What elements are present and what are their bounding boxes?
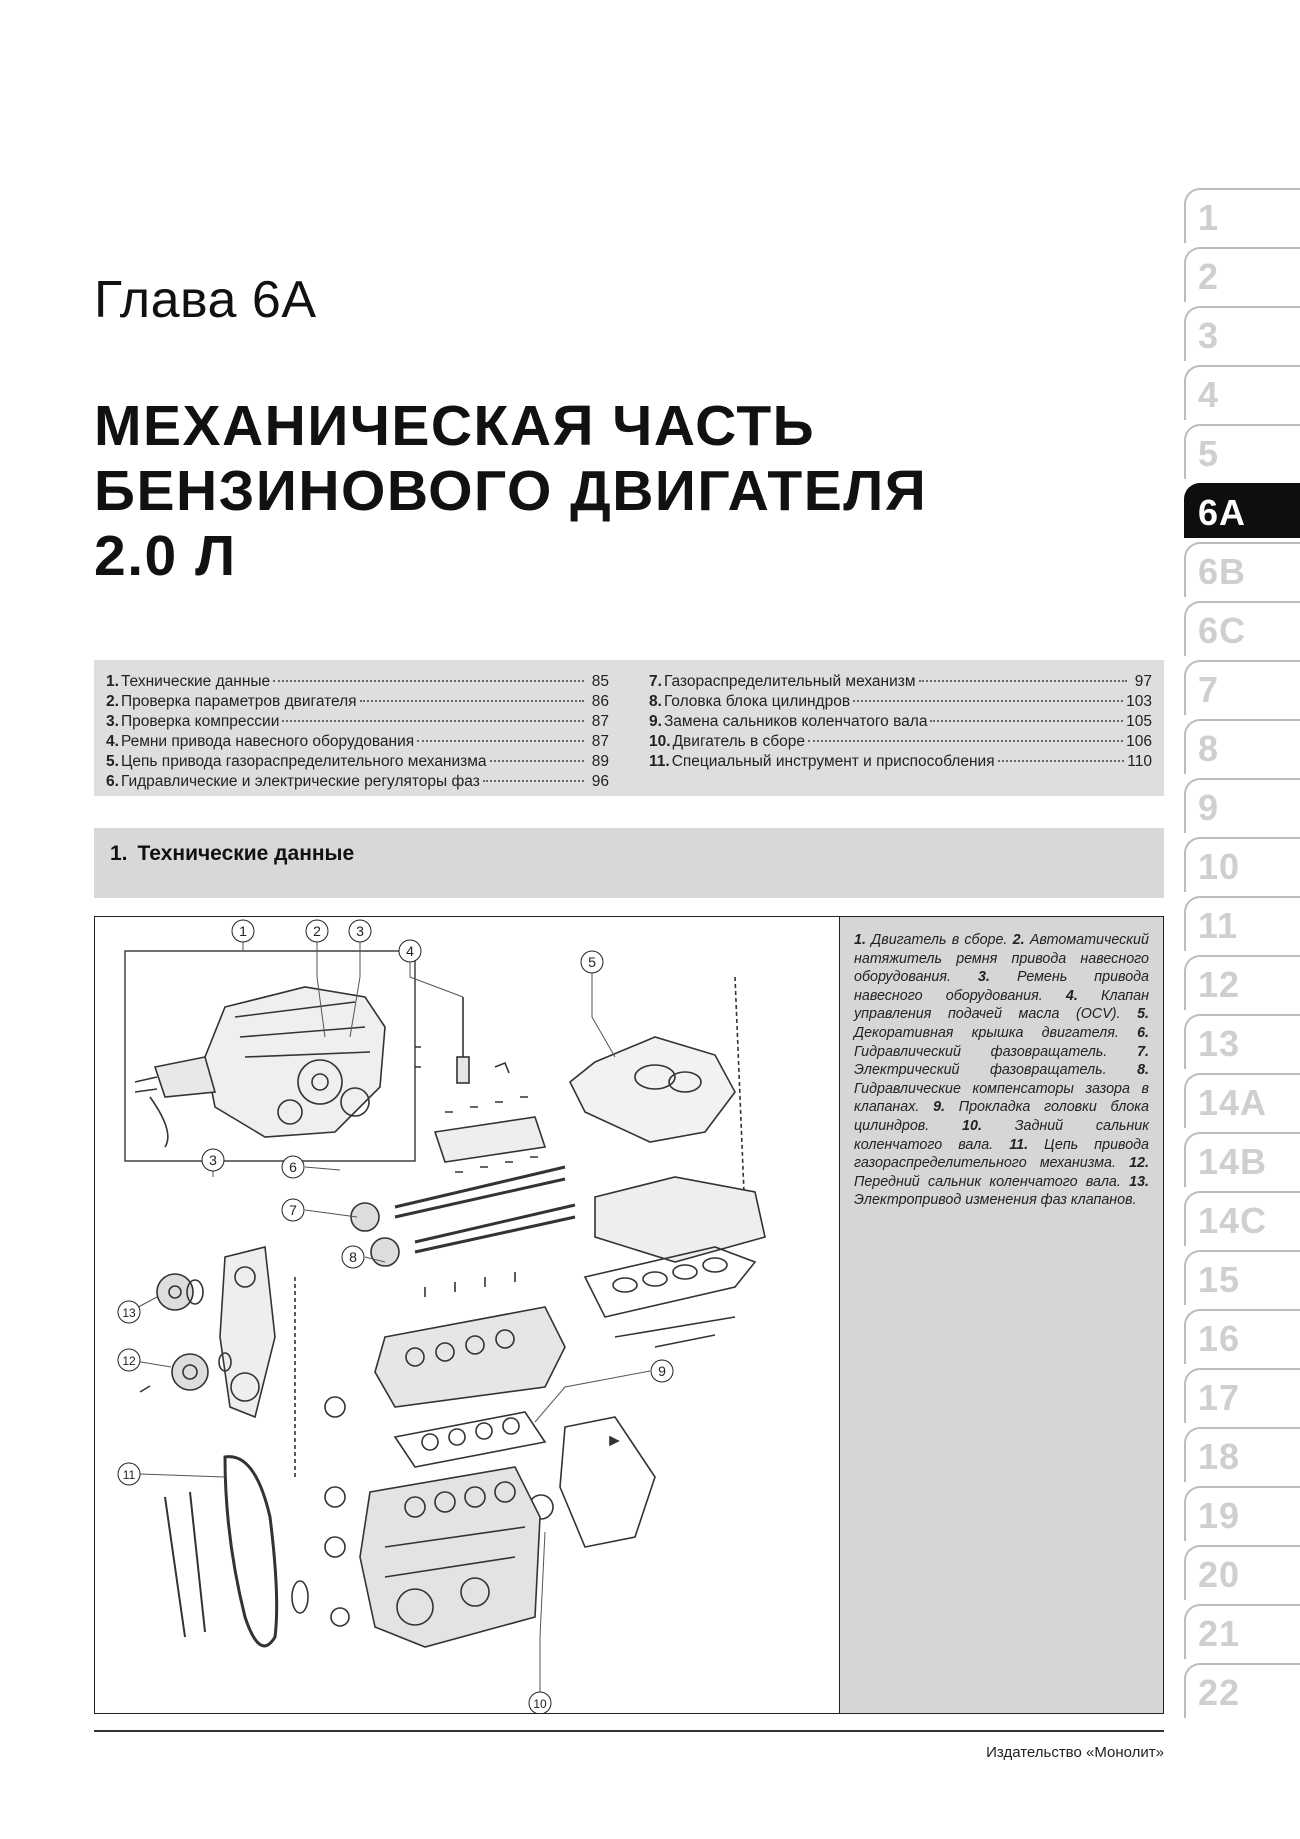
toc-entry-title: Технические данные [120,673,271,690]
legend-item-number: 5. [1137,1006,1149,1023]
callout-label: 5 [588,954,596,970]
title-line: БЕНЗИНОВОГО ДВИГАТЕЛЯ [94,459,928,523]
toc-entry-number: 6. [106,773,119,790]
legend-item-text: Гидравлический фазовращатель. [854,1043,1108,1060]
legend-item-number: 12. [1129,1155,1149,1172]
exploded-engine-diagram [95,917,837,1713]
toc-entry-page: 96 [591,773,609,790]
callout-label: 3 [356,923,364,939]
toc-leader-dots [919,680,1127,682]
page-title [94,394,1054,589]
chapter-tab[interactable]: 3 [1184,306,1300,361]
toc-entry-number: 11. [649,753,670,770]
timing-chain-drawing [165,1457,349,1646]
legend-item-number: 6. [1137,1024,1149,1041]
rear-seal-cover-drawing [529,1417,655,1547]
callout-label: 7 [289,1202,297,1218]
callout-13 [118,1301,140,1323]
toc-entry-page: 87 [591,733,609,750]
callout-10 [529,1692,551,1713]
lifter-set-drawing [435,1097,545,1172]
callout-2 [306,920,328,942]
chapter-tab[interactable]: 2 [1184,247,1300,302]
toc-leader-dots [273,680,584,682]
toc-entry-page: 103 [1126,693,1152,710]
callout-3a [349,920,371,942]
chapter-tab[interactable]: 22 [1184,1663,1300,1718]
toc-entry-page: 89 [591,753,609,770]
toc-entry-title: Гидравлические и электрические регуляторы фаз [120,773,480,790]
legend-item-number: 9. [933,1099,946,1116]
toc-leader-dots [490,760,584,762]
toc-entry-title: Замена сальников коленчатого вала [663,713,928,730]
toc-entry[interactable] [649,712,1152,732]
toc-entry-title: Головка блока цилиндров [663,693,851,710]
toc-entry-number: 10. [649,733,671,750]
toc-entry-number: 4. [106,733,119,750]
toc-leader-dots [360,700,584,702]
callout-label: 3 [209,1152,217,1168]
callout-5 [581,951,603,973]
chapter-tab[interactable]: 15 [1184,1250,1300,1305]
toc-entry[interactable] [649,752,1152,772]
toc-entry-page: 105 [1126,713,1152,730]
chapter-tab[interactable]: 6А [1184,483,1300,538]
callout-label: 1 [239,923,247,939]
legend-item-number: 1. [854,932,866,948]
callout-label: 9 [658,1363,666,1379]
footer-divider [94,1730,1164,1732]
toc-entry-number: 5. [106,753,119,770]
figure-legend [839,917,1163,1713]
toc-leader-dots [417,740,584,742]
toc-entry-page: 110 [1127,753,1152,770]
toc-entry[interactable] [106,732,609,752]
legend-item-text: Клапан управления подачей масла (OCV). [854,987,1149,1023]
chapter-tab[interactable]: 7 [1184,660,1300,715]
legend-item-number: 8. [1137,1062,1149,1079]
toc-entry[interactable] [106,752,609,772]
toc-leader-dots [853,700,1123,702]
callout-label: 12 [122,1354,136,1368]
legend-item-text: Гидравлические компенсаторы зазора в клапанах. [854,1080,1149,1116]
toc-entry-page: 87 [591,713,609,730]
chapter-tab[interactable]: 14С [1184,1191,1300,1246]
toc-leader-dots [808,740,1123,742]
callout-label: 6 [289,1159,297,1175]
head-gasket-drawing [395,1412,545,1467]
legend-item-number: 2. [1012,932,1025,948]
legend-item-number: 3. [977,969,990,986]
legend-item-text: Декоративная крышка двигателя. [854,1024,1119,1041]
toc-column-right [649,672,1152,796]
legend-item-text: Электрический фазовращатель. [854,1062,1107,1079]
callout-label: 8 [349,1249,357,1265]
chapter-tabs [1184,188,1300,1722]
legend-item-text: Задний сальник коленчатого вала. [854,1117,1149,1153]
callout-9 [651,1360,673,1382]
legend-item-text: Прокладка головки блока цилиндров. [854,1099,1149,1134]
toc-entry-page: 85 [591,673,609,690]
engine-figure [94,916,1164,1714]
toc-entry-number: 7. [649,673,662,690]
toc-entry-title: Проверка параметров двигателя [120,693,357,710]
toc-entry-title: Ремни привода навесного оборудования [120,733,415,750]
legend-item-text: Электропривод изменения фаз клапанов. [854,1192,1137,1209]
toc-column-left [106,672,609,796]
chapter-tab[interactable]: 14А [1184,1073,1300,1128]
valve-cover-drawing [585,1177,765,1347]
chapter-tab[interactable]: 5 [1184,424,1300,479]
toc-entry-title: Проверка компрессии [120,713,280,730]
callout-6 [282,1156,304,1178]
chapter-tab[interactable]: 1 [1184,188,1300,243]
oil-control-valve-drawing [415,997,509,1083]
toc-leader-dots [483,780,584,782]
chapter-label: Глава 6А [94,271,317,329]
callout-7 [282,1199,304,1221]
legend-text [854,931,1149,1210]
callout-8 [342,1246,364,1268]
callout-label: 2 [313,923,321,939]
section-number: 1. [110,842,128,865]
engine-block-drawing [360,1467,540,1647]
chapter-tab[interactable]: 9 [1184,778,1300,833]
chapter-tab[interactable]: 21 [1184,1604,1300,1659]
callout-11 [118,1463,140,1485]
toc-entry-title: Двигатель в сборе [672,733,806,750]
legend-item-number: 11. [1009,1136,1029,1153]
chapter-tab[interactable]: 10 [1184,837,1300,892]
toc-leader-dots [930,720,1123,722]
toc-entry[interactable] [106,772,609,792]
toc-entry-number: 1. [106,673,119,690]
toc-leader-dots [998,760,1125,762]
engine-diagram-svg [95,917,837,1713]
toc-leader-dots [282,720,584,722]
legend-item-number: 10. [962,1117,982,1134]
publisher-credit: Издательство «Монолит» [986,1744,1164,1761]
toc-entry-title: Цепь привода газораспределительного механизма [120,753,487,770]
chapter-tab[interactable]: 20 [1184,1545,1300,1600]
toc-entry[interactable] [649,692,1152,712]
toc-entry-page: 106 [1126,733,1152,750]
chapter-tab[interactable]: 18 [1184,1427,1300,1482]
toc-entry-page: 86 [591,693,609,710]
callout-3b [202,1149,224,1171]
toc-entry[interactable] [106,672,609,692]
chapter-tab[interactable]: 6С [1184,601,1300,656]
camshaft-drawing [351,1167,575,1266]
callout-label: 13 [122,1306,136,1320]
section-header [94,828,1164,898]
legend-item-text: Автоматический натяжитель ремня привода навесного оборудования. [854,932,1149,986]
chapter-tab[interactable]: 8 [1184,719,1300,774]
callout-label: 4 [406,943,414,959]
legend-item-number: 4. [1065,987,1078,1004]
cylinder-head-drawing [375,1272,565,1407]
chapter-tab[interactable]: 4 [1184,365,1300,420]
toc-entry[interactable] [649,672,1152,692]
chapter-tab[interactable]: 6В [1184,542,1300,597]
title-line: 2.0 Л [94,524,237,588]
chapter-tab[interactable]: 12 [1184,955,1300,1010]
engine-assembly-drawing [135,987,385,1147]
chapter-tab[interactable]: 14В [1184,1132,1300,1187]
chapter-tab[interactable]: 11 [1184,896,1300,951]
toc-entry-number: 3. [106,713,119,730]
toc-entry-title: Специальный инструмент и приспособления [671,753,995,770]
toc-entry-number: 9. [649,713,662,730]
chapter-tab[interactable]: 17 [1184,1368,1300,1423]
chapter-tab[interactable]: 16 [1184,1309,1300,1364]
toc-entry[interactable] [106,712,609,732]
chapter-tab[interactable]: 13 [1184,1014,1300,1069]
legend-item-text: Двигатель в сборе. [871,932,1008,948]
toc-entry-number: 8. [649,693,662,710]
callout-12 [118,1349,140,1371]
callout-1 [232,920,254,942]
legend-item-text: Передний сальник коленчатого вала. [854,1173,1121,1190]
chapter-tab[interactable]: 19 [1184,1486,1300,1541]
callout-4 [399,940,421,962]
toc-entry[interactable] [649,732,1152,752]
callout-label: 11 [122,1468,136,1482]
legend-item-text: Цепь привода газораспределительного механизма. [854,1136,1149,1172]
table-of-contents [94,660,1164,796]
toc-entry-number: 2. [106,693,119,710]
legend-item-text: Ремень привода навесного оборудования. [854,969,1149,1004]
callout-label: 10 [533,1697,547,1711]
toc-entry[interactable] [106,692,609,712]
title-line: МЕХАНИЧЕСКАЯ ЧАСТЬ [94,394,816,458]
legend-item-number: 7. [1137,1043,1149,1060]
toc-entry-page: 97 [1134,673,1152,690]
toc-entry-title: Газораспределительный механизм [663,673,916,690]
section-title: Технические данные [137,842,355,865]
legend-item-number: 13. [1129,1173,1149,1190]
